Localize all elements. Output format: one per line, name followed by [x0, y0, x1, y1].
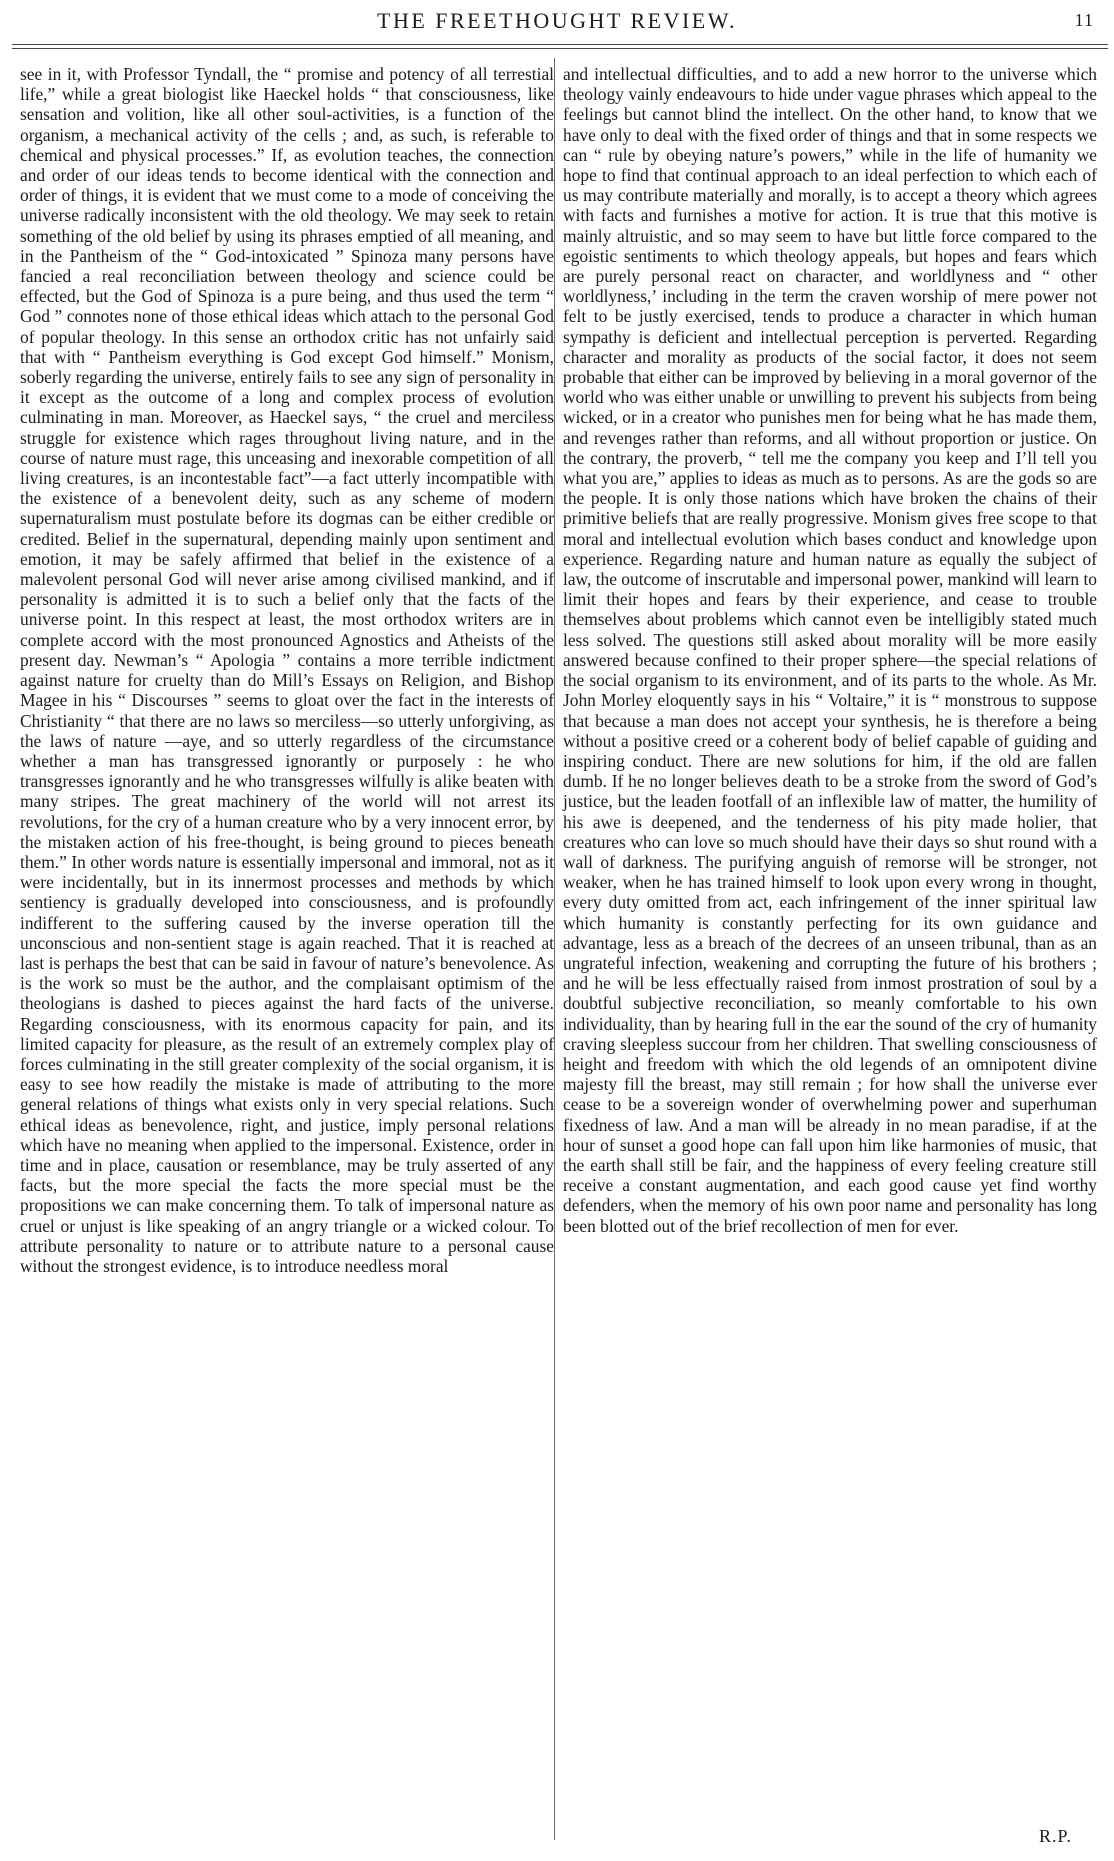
publication-title: THE FREETHOUGHT REVIEW.: [377, 8, 737, 33]
right-column-text: and intellectual difficulties, and to add a new horror to the universe which theology vainly endeavours to hide under vague phrases which appeal to the feelings but cannot blind the intellect. On the other hand, to know that we have only to deal with the fixed order of things and that in some respects we can “ rule by obeying nature’s powers,” while in the life of humanity we hope to find that continual approach to an ideal perfection to which each of us may contribute materially and morally, is to accept a theory which agrees with facts and furnishes a motive for action. It is true that this motive is mainly altruistic, and so may seem to have but little force compared to the egoistic sentiments to which theology appeals, but hopes and fears which are purely personal react on character, and worldlyness and “ other worldlyness,’ including in the term the craven worship of mere power not felt to be justly exercised, tends to produce a character in which human sympathy is deficient and intellectual perception is perverted. Regarding character and morality as products of the social factor, it does not seem probable that either can be improved by believing in a moral governor of the world who was either unable or unwilling to prevent his subjects from being wicked, or in a creator who punishes men for being what he has made them, and revenges rather than reforms, and all without proportion or justice. On the contrary, the proverb, “ tell me the company you keep and I’ll tell you what you are,” applies to ideas as much as to persons. As are the gods so are the people. It is only those nations which have broken the chains of their primitive beliefs that are really progressive. Monism gives free scope to that moral and intellectual evolution which bases conduct and knowledge upon experience. Regarding nature and human nature as equally the subject of law, the outcome of inscrutable and impersonal power, mankind will learn to limit their hopes and fears by their experience, and cease to trouble themselves about problems which cannot even be intelligibly stated much less solved. The questions still asked about morality will be more easily answered because confined to their proper sphere—the special relations of the social organism to its environment, and of its parts to the whole. As Mr. John Morley eloquently says in his “ Voltaire,” it is “ monstrous to suppose that because a man does not accept your synthesis, he is therefore a being without a positive creed or a coherent body of belief capable of guiding and inspiring conduct. There are new solutions for him, if the old are fallen dumb. If he no longer believes death to be a stroke from the sword of God’s justice, but the leaden footfall of an inflexible law of matter, the humility of his awe is deepened, and the tenderness of his pity made holier, that creatures who can love so much should have their days so shut round with a wall of darkness. The purifying anguish of remorse will be stronger, not weaker, when he has trained himself to look upon every wrong in thought, every duty omitted from act, each infringement of the inner spiritual law which humanity is constantly perfecting for its own guidance and advantage, less as a breach of the decrees of an unseen tribunal, than as an ungrateful infection, weakening and corrupting the future of his brothers ; and he will be less effectually raised from inmost prostration of soul by a doubtful subjective reconciliation, so meanly comfortable to his own individuality, than by hearing full in the ear the sound of the cry of humanity craving sleepless succour from her children. That swelling consciousness of height and freedom with which the old legends of an omnipotent divine majesty fill the breast, may still remain ; for how shall the universe ever cease to be a sovereign wonder of overwhelming power and superhuman fixedness of law. And a man will be already in no mean paradise, if at the hour of sunset a good hope can fall upon him like harmonies of music, that the earth shall still be fair, and the happiness of every feeling creature still receive a constant augmentation, and each good cause yet find worthy defenders, when the memory of his own poor name and personality has long been blotted out of the brief recollection of men for ever.: [563, 64, 1097, 1236]
header-rule-top: [12, 44, 1108, 45]
left-column-text: see in it, with Professor Tyndall, the “ promise and potency of all terrestial life,” while a great biologist like Haeckel holds “ that consciousness, like sensation and volition, like all other soul-activities, is a function of the organism, a mechanical activity of the cells ; and, as such, is referable to chemical and physical processes.” If, as evolution teaches, the connection and order of our ideas tends to become identical with the connection and order of things, it is evident that we must come to a mode of conceiving the universe radically inconsistent with the old theology. We may seek to retain something of the old belief by using its phrases emptied of all meaning, and in the Pantheism of the “ God-intoxicated ” Spinoza many persons have fancied a real reconciliation between theology and science could be effected, but the God of Spinoza is a pure being, and thus used the term “ God ” connotes none of those ethical ideas which attach to the personal God of popular theology. In this sense an orthodox critic has not unfairly said that with “ Pantheism everything is God except God himself.” Monism, soberly regarding the universe, entirely fails to see any sign of personality in it except as the outcome of a long and complex process of evolution culminating in man. Moreover, as Haeckel says, “ the cruel and merciless struggle for existence which rages throughout living nature, and in the course of nature must rage, this unceasing and inexorable competition of all living creatures, is an incontestable fact”—a fact utterly incompatible with the existence of a benevolent deity, such as any scheme of modern supernaturalism must postulate before its dogmas can be either credible or credited. Belief in the supernatural, depending mainly upon sentiment and emotion, it may be safely affirmed that belief in the existence of a malevolent personal God will never arise among civilised mankind, and if personality is admitted it is to such a belief only that the facts of the universe point. In this respect at least, the most orthodox writers are in complete accord with the most pronounced Agnostics and Atheists of the present day. Newman’s “ Apologia ” contains a more terrible indictment against nature for cruelty than do Mill’s Essays on Religion, and Bishop Magee in his “ Discourses ” seems to gloat over the fact in the interests of Christianity “ that there are no laws so merciless—so utterly unforgiving, as the laws of nature —aye, and so utterly regardless of the circumstance whether a man has transgressed ignorantly or purposely : he who transgresses ignorantly and he who transgresses wilfully is alike beaten with many stripes. The great machinery of the world will not arrest its revolutions, for the cry of a human creature who by a very innocent error, by the mistaken action of his free-thought, is being ground to pieces beneath them.” In other words nature is essentially impersonal and immoral, not as it were incidentally, but in its innermost processes and methods by which sentiency is gradually developed into consciousness, and is profoundly indifferent to the suffering caused by the inverse operation till the unconscious and non-sentient stage is again reached. That it is reached at last is perhaps the best that can be said in favour of nature’s benevolence. As is the work so must be the author, and the complaisant optimism of the theologians is dashed to pieces against the hard facts of the universe. Regarding consciousness, with its enormous capacity for pain, and its limited capacity for pleasure, as the result of an extremely complex play of forces culminating in the still greater complexity of the social organism, it is easy to see how readily the mistake is made of attributing to the more general relations of things what exists only in very special relations. Such ethical ideas as benevolence, right, and justice, imply personal relations which have no meaning when applied to the impersonal. Existence, order in time and in place, causation or resemblance, may be truly asserted of any facts, but the more special the facts the more special must be the propositions we can make concerning them. To talk of impersonal nature as cruel or unjust is like speaking of an angry triangle or a wicked colour. To attribute personality to nature or to attribute nature to a personal cause without the strongest evidence, is to introduce needless moral: [20, 64, 554, 1276]
page-number: 11: [1074, 10, 1094, 30]
column-divider: [554, 58, 555, 1840]
author-signature: R.P.: [1038, 1826, 1072, 1846]
right-column: [563, 64, 1097, 1236]
header-rule-bottom: [12, 48, 1108, 49]
running-header: [0, 8, 1114, 38]
left-column: [20, 64, 554, 1276]
